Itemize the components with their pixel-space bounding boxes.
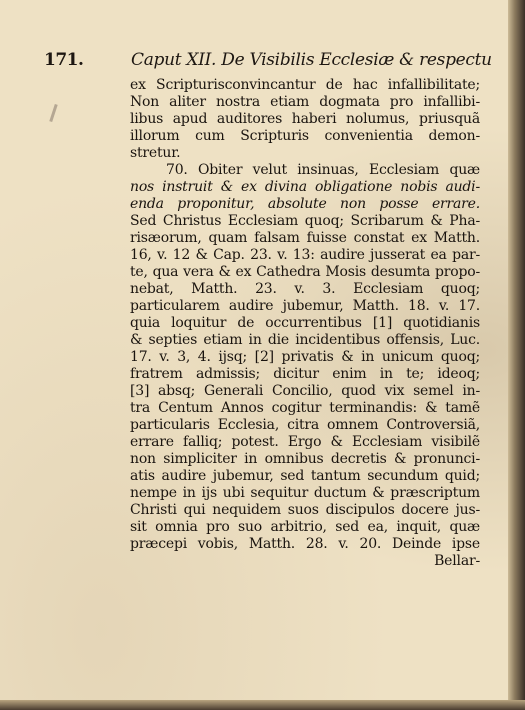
text-line: ex Scripturisconvincantur de hac infallibilitate; <box>130 77 480 93</box>
page-bottom-edge <box>0 700 525 710</box>
text-line: nempe in ijs ubi sequitur ductum & præscriptum <box>130 485 480 501</box>
text-line: libus apud auditores haberi nolumus, priusquã <box>130 111 480 127</box>
text-line: fratrem admissis; dicitur enim in te; ideoq; <box>130 366 480 382</box>
text-line-italic: enda proponitur, absolute non posse errare. <box>130 196 480 212</box>
binding-edge <box>508 0 525 710</box>
text-line: [3] absq; Generali Concilio, quod vix semel in- <box>130 383 480 399</box>
page-header <box>44 50 492 74</box>
text-line: illorum cum Scripturis convenientia demon- <box>130 128 480 144</box>
text-line: particularem audire jubemur, Matth. 18. v. 17. <box>130 298 480 314</box>
text-line: 16, v. 12 & Cap. 23. v. 13: audire jusserat ea par- <box>130 247 480 263</box>
text-line: non simpliciter in omnibus decretis & pronunci- <box>130 451 480 467</box>
running-head: Caput XII. De Visibilis Ecclesiæ & respectu <box>131 50 492 70</box>
text-line: atis audire jubemur, sed tantum secundum quid; <box>130 468 480 484</box>
text-line: quia loquitur de occurrentibus [1] quotidianis <box>130 315 480 331</box>
text-line: particularis Ecclesia, citra omnem Controversiã, <box>130 417 480 433</box>
margin-ink-mark <box>49 104 57 122</box>
text-line: stretur. <box>130 145 181 161</box>
text-line: Sed Christus Ecclesiam quoq; Scribarum & Pha- <box>130 213 480 229</box>
text-line: tra Centum Annos cogitur terminandis: & tamẽ <box>130 400 480 416</box>
catchword: Bellar- <box>434 553 480 569</box>
text-line: 17. v. 3, 4. ijsq; [2] privatis & in unicum quoq; <box>130 349 480 365</box>
text-line-italic: nos instruit & ex divina obligatione nobis audi- <box>130 179 480 195</box>
text-line: & septies etiam in die incidentibus offensis, Luc. <box>130 332 480 348</box>
page-number: 171. <box>44 50 84 70</box>
body-text <box>130 77 480 570</box>
text-line: Christi qui nequidem suos discipulos docere jus- <box>130 502 480 518</box>
text-line: risæorum, quam falsam fuisse constat ex Matth. <box>130 230 480 246</box>
text-line: præcepi vobis, Matth. 28. v. 20. Deinde ipse <box>130 536 480 552</box>
text-line: te, qua vera & ex Cathedra Mosis desumta propo- <box>130 264 480 280</box>
text-line: sit omnia pro suo arbitrio, sed ea, inquit, quæ <box>130 519 480 535</box>
text-line: Non aliter nostra etiam dogmata pro infallibi- <box>130 94 480 110</box>
text-line: nebat, Matth. 23. v. 3. Ecclesiam quoq; <box>130 281 480 297</box>
text-line: errare falliq; potest. Ergo & Ecclesiam visibilẽ <box>130 434 480 450</box>
paragraph-start-line: 70. Obiter velut insinuas, Ecclesiam quæ <box>166 162 480 178</box>
